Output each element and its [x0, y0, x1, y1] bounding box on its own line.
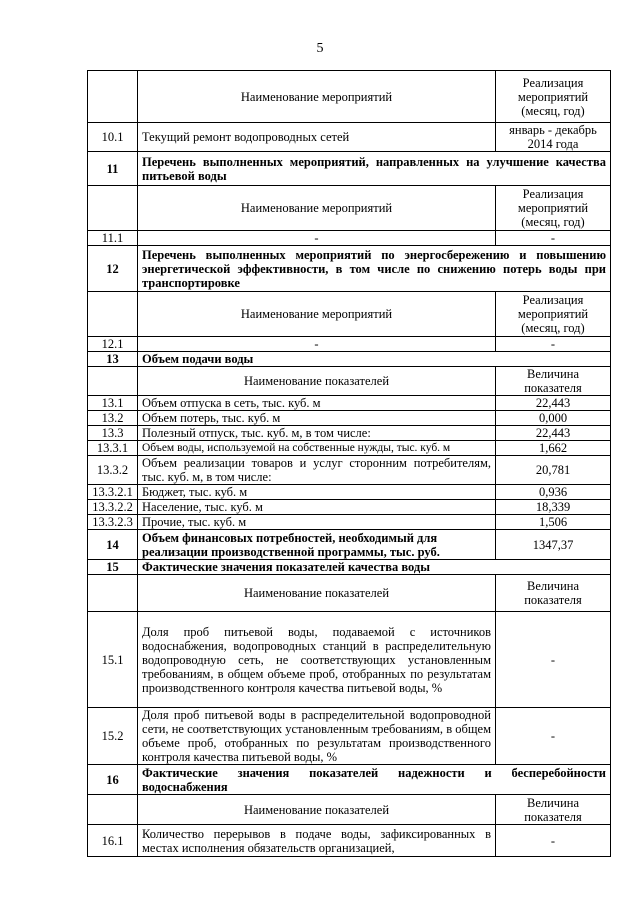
header-row: [88, 186, 611, 231]
row-value: 22,443: [496, 426, 611, 441]
header-value: Величина показателя: [496, 367, 611, 396]
row-text: -: [138, 337, 496, 352]
section-title: Перечень выполненных мероприятий, направленных на улучшение качества питьевой воды: [138, 152, 611, 186]
header-label: Наименование мероприятий: [138, 186, 496, 231]
row-text: Объем воды, используемой на собственные нужды, тыс. куб. м: [138, 441, 496, 456]
section-title: Перечень выполненных мероприятий по энергосбережению и повышению энергетической эффективности, в том числе по снижению потерь воды при транспортировке: [138, 246, 611, 292]
row-text: Количество перерывов в подаче воды, зафиксированных в местах исполнения обязательств организацией,: [138, 825, 496, 857]
header-row: [88, 795, 611, 825]
header-row: [88, 575, 611, 612]
header-label: Наименование показателей: [138, 795, 496, 825]
row-value: 1,506: [496, 515, 611, 530]
table-row: [88, 123, 611, 152]
header-label: Наименование мероприятий: [138, 292, 496, 337]
section-row: [88, 152, 611, 186]
row-number: 13.3: [88, 426, 138, 441]
header-row: [88, 367, 611, 396]
section-number: 16: [88, 765, 138, 795]
row-number: 10.1: [88, 123, 138, 152]
header-label: Наименование показателей: [138, 367, 496, 396]
table-row: [88, 612, 611, 708]
header-label: Наименование мероприятий: [138, 71, 496, 123]
row-value: -: [496, 231, 611, 246]
number-cell: [88, 292, 138, 337]
row-number: 13.3.1: [88, 441, 138, 456]
table-row: [88, 485, 611, 500]
row-value: -: [496, 612, 611, 708]
row-number: 16.1: [88, 825, 138, 857]
section-number: 12: [88, 246, 138, 292]
row-text: Полезный отпуск, тыс. куб. м, в том числе:: [138, 426, 496, 441]
row-value: 0,936: [496, 485, 611, 500]
row-number: 11.1: [88, 231, 138, 246]
section-row: [88, 246, 611, 292]
table-row: [88, 337, 611, 352]
row-value: 1347,37: [496, 530, 611, 560]
section-number: 13: [88, 352, 138, 367]
page-number: 5: [316, 41, 324, 56]
row-value: -: [496, 708, 611, 765]
header-value: Величина показателя: [496, 575, 611, 612]
row-text: Бюджет, тыс. куб. м: [138, 485, 496, 500]
measures-table: [87, 70, 611, 857]
table-row: [88, 396, 611, 411]
number-cell: [88, 186, 138, 231]
table-row: [88, 411, 611, 426]
table-row: [88, 500, 611, 515]
header-value: Реализация мероприятий (месяц, год): [496, 71, 611, 123]
row-value: январь - декабрь 2014 года: [496, 123, 611, 152]
row-number: 13.1: [88, 396, 138, 411]
header-value: Реализация мероприятий (месяц, год): [496, 292, 611, 337]
row-value: 22,443: [496, 396, 611, 411]
row-text: -: [138, 231, 496, 246]
row-text: Доля проб питьевой воды в распределительной водопроводной сети, не соответствующих установленным требованиям, в общем объеме проб, отобранных по результатам производственного контроля качества питьевой воды, %: [138, 708, 496, 765]
row-text: Доля проб питьевой воды, подаваемой с источников водоснабжения, водопроводных станций в распределительную водопроводную сеть, не соответствующих установленным требованиям, в общем объеме проб, отобранных по результатам производственного контроля качества питьевой воды, %: [138, 612, 496, 708]
row-value: -: [496, 337, 611, 352]
number-cell: [88, 367, 138, 396]
number-cell: [88, 71, 138, 123]
header-value: Величина показателя: [496, 795, 611, 825]
table-row: [88, 825, 611, 857]
row-number: 13.3.2: [88, 456, 138, 485]
section-number: 14: [88, 530, 138, 560]
header-row: [88, 292, 611, 337]
row-number: 13.2: [88, 411, 138, 426]
section-row: [88, 560, 611, 575]
header-value: Реализация мероприятий (месяц, год): [496, 186, 611, 231]
row-text: Объем отпуска в сеть, тыс. куб. м: [138, 396, 496, 411]
row-text: Объем реализации товаров и услуг сторонним потребителям, тыс. куб. м, в том числе:: [138, 456, 496, 485]
section-title: Фактические значения показателей качества воды: [138, 560, 611, 575]
row-number: 13.3.2.1: [88, 485, 138, 500]
row-text: Население, тыс. куб. м: [138, 500, 496, 515]
row-text: Текущий ремонт водопроводных сетей: [138, 123, 496, 152]
row-value: 1,662: [496, 441, 611, 456]
section-title: Фактические значения показателей надежности и бесперебойности водоснабжения: [138, 765, 611, 795]
section-row: [88, 765, 611, 795]
table-row: [88, 426, 611, 441]
table-row: [88, 456, 611, 485]
table-row: [88, 515, 611, 530]
table-row: [88, 231, 611, 246]
row-value: -: [496, 825, 611, 857]
row-number: 13.3.2.3: [88, 515, 138, 530]
section-title: Объем финансовых потребностей, необходимый для реализации производственной программы, тыс. руб.: [138, 530, 496, 560]
number-cell: [88, 795, 138, 825]
row-text: Объем потерь, тыс. куб. м: [138, 411, 496, 426]
section-row: [88, 530, 611, 560]
table-row: [88, 441, 611, 456]
section-number: 11: [88, 152, 138, 186]
row-text: Прочие, тыс. куб. м: [138, 515, 496, 530]
row-number: 15.2: [88, 708, 138, 765]
section-number: 15: [88, 560, 138, 575]
row-value: 20,781: [496, 456, 611, 485]
row-value: 18,339: [496, 500, 611, 515]
section-row: [88, 352, 611, 367]
number-cell: [88, 575, 138, 612]
row-number: 15.1: [88, 612, 138, 708]
row-number: 12.1: [88, 337, 138, 352]
table-row: [88, 708, 611, 765]
row-value: 0,000: [496, 411, 611, 426]
header-row: [88, 71, 611, 123]
header-label: Наименование показателей: [138, 575, 496, 612]
row-number: 13.3.2.2: [88, 500, 138, 515]
section-title: Объем подачи воды: [138, 352, 611, 367]
